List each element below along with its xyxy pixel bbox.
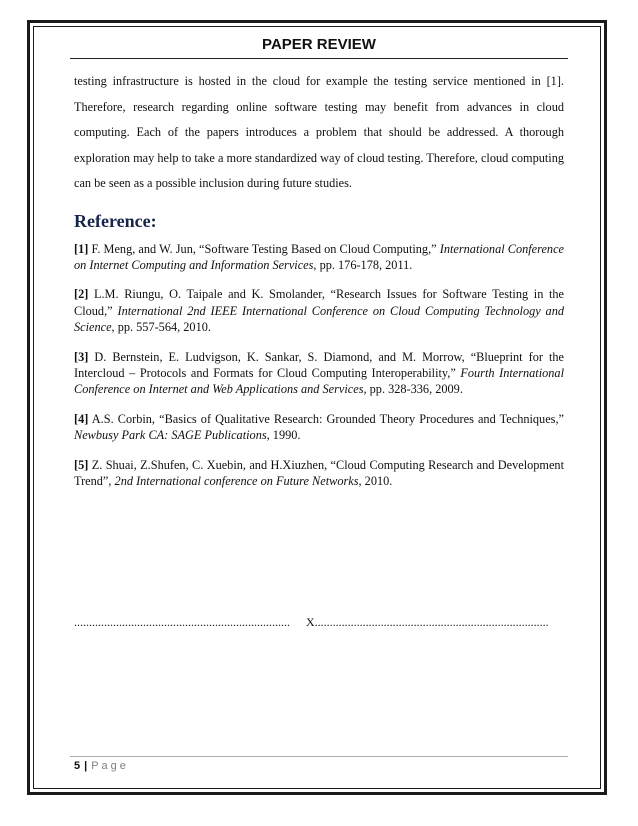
reference-item xyxy=(74,457,564,490)
reference-number: [2] xyxy=(74,287,89,302)
header-rule xyxy=(70,58,568,59)
reference-item xyxy=(74,241,564,274)
reference-number: [5] xyxy=(74,457,89,472)
page-label: Page xyxy=(91,760,129,772)
reference-tail: , 2010. xyxy=(358,473,393,488)
reference-item xyxy=(74,349,564,398)
reference-venue: Fourth International Conference on Internet and Web Applications and Services xyxy=(74,365,564,397)
section-divider xyxy=(74,615,564,630)
reference-number: [3] xyxy=(74,349,89,364)
page-content xyxy=(74,69,564,502)
divider-dots-right: .............................................................................. xyxy=(314,615,549,629)
intro-paragraph: testing infrastructure is hosted in the cloud for example the testing service mentioned in [1]. Therefore, research regarding online software testing may benefit from advances in cloud computing. Each of the papers introduces a problem that should be addressed. A thorough exploration may help to take a more standardized way of cloud testing. Therefore, cloud computing can be seen as a possible inclusion during future studies. xyxy=(74,74,564,190)
reference-text: D. Bernstein, E. Ludvigson, K. Sankar, S. Diamond, and M. Morrow, “Blueprint for the Intercloud – Protocols and Formats for Cloud Computing Interoperability,” xyxy=(74,349,564,380)
reference-text: F. Meng, and W. Jun, “Software Testing Based on Cloud Computing,” xyxy=(88,241,440,256)
divider-mark: X xyxy=(306,615,315,629)
footer-rule xyxy=(70,756,568,757)
references-heading: Reference: xyxy=(74,210,157,231)
divider-dots-left: ........................................................................ xyxy=(74,615,290,629)
reference-venue: International 2nd IEEE International Conference on Cloud Computing Technology and Science xyxy=(74,303,565,335)
reference-text: A.S. Corbin, “Basics of Qualitative Research: Grounded Theory Procedures and Techniques,” xyxy=(88,411,564,426)
page-header-title: PAPER REVIEW xyxy=(262,36,376,53)
reference-item xyxy=(74,286,564,335)
reference-text: L.M. Riungu, O. Taipale and K. Smolander, “Research Issues for Software Testing in the Cloud,” xyxy=(74,287,564,318)
reference-number: [1] xyxy=(74,241,89,256)
reference-venue: 2nd International conference on Future Networks xyxy=(114,473,359,488)
footer-separator: | xyxy=(84,760,88,772)
reference-item xyxy=(74,411,564,444)
reference-venue: Newbusy Park CA: SAGE Publications xyxy=(74,428,267,443)
page-number: 5 xyxy=(74,760,81,772)
reference-venue: International Conference on Internet Computing and Information Services xyxy=(74,241,564,272)
reference-tail: , 1990. xyxy=(266,428,301,443)
reference-tail: , pp. 557-564, 2010. xyxy=(111,320,211,335)
reference-tail: , pp. 176-178, 2011. xyxy=(313,257,413,272)
reference-tail: , pp. 328-336, 2009. xyxy=(363,382,463,397)
reference-text: Z. Shuai, Z.Shufen, C. Xuebin, and H.Xiuzhen, “Cloud Computing Research and Development Trend”, xyxy=(74,457,564,488)
reference-number: [4] xyxy=(74,411,89,426)
page-footer xyxy=(74,760,129,772)
